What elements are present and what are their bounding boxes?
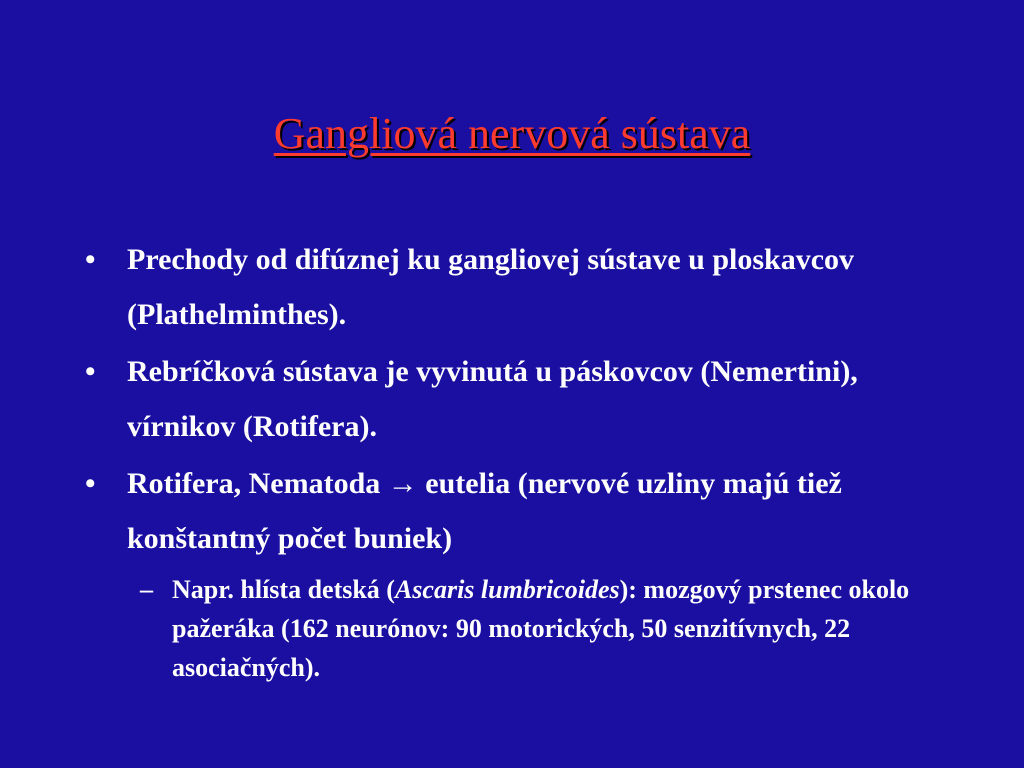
bullet-marker: • xyxy=(85,355,96,388)
sub-bullet-text-end: ): mozgový prstenec okolo pažeráka (162 neurónov: 90 motorických, 50 senzitívnych, 22 asociačných). xyxy=(172,575,910,682)
bullet-text-start: Rotifera, Nematoda xyxy=(127,467,388,500)
bullet-item-3 xyxy=(85,456,945,566)
sub-bullet-marker: – xyxy=(140,575,153,604)
right-arrow-icon: → xyxy=(387,467,418,500)
bullet-text: Rebríčková sústava je vyvinutá u páskovcov (Nemertini), vírnikov (Rotifera). xyxy=(127,355,858,443)
bullet-text: Prechody od difúznej ku gangliovej sústave u ploskavcov (Plathelminthes). xyxy=(127,243,855,331)
sub-bullet-item xyxy=(85,570,945,687)
bullet-marker: • xyxy=(85,243,96,276)
species-name: Ascaris lumbricoides xyxy=(394,575,620,604)
bullet-text-end: eutelia (nervové uzliny majú tiež konštantný počet buniek) xyxy=(127,467,842,555)
sub-bullet-text-start: Napr. hlísta detská ( xyxy=(172,575,395,604)
bullet-list xyxy=(85,232,945,687)
slide-title: Gangliová nervová sústava xyxy=(273,109,751,158)
bullet-item-2 xyxy=(85,344,945,454)
bullet-marker: • xyxy=(85,467,96,500)
bullet-item-1 xyxy=(85,232,945,342)
